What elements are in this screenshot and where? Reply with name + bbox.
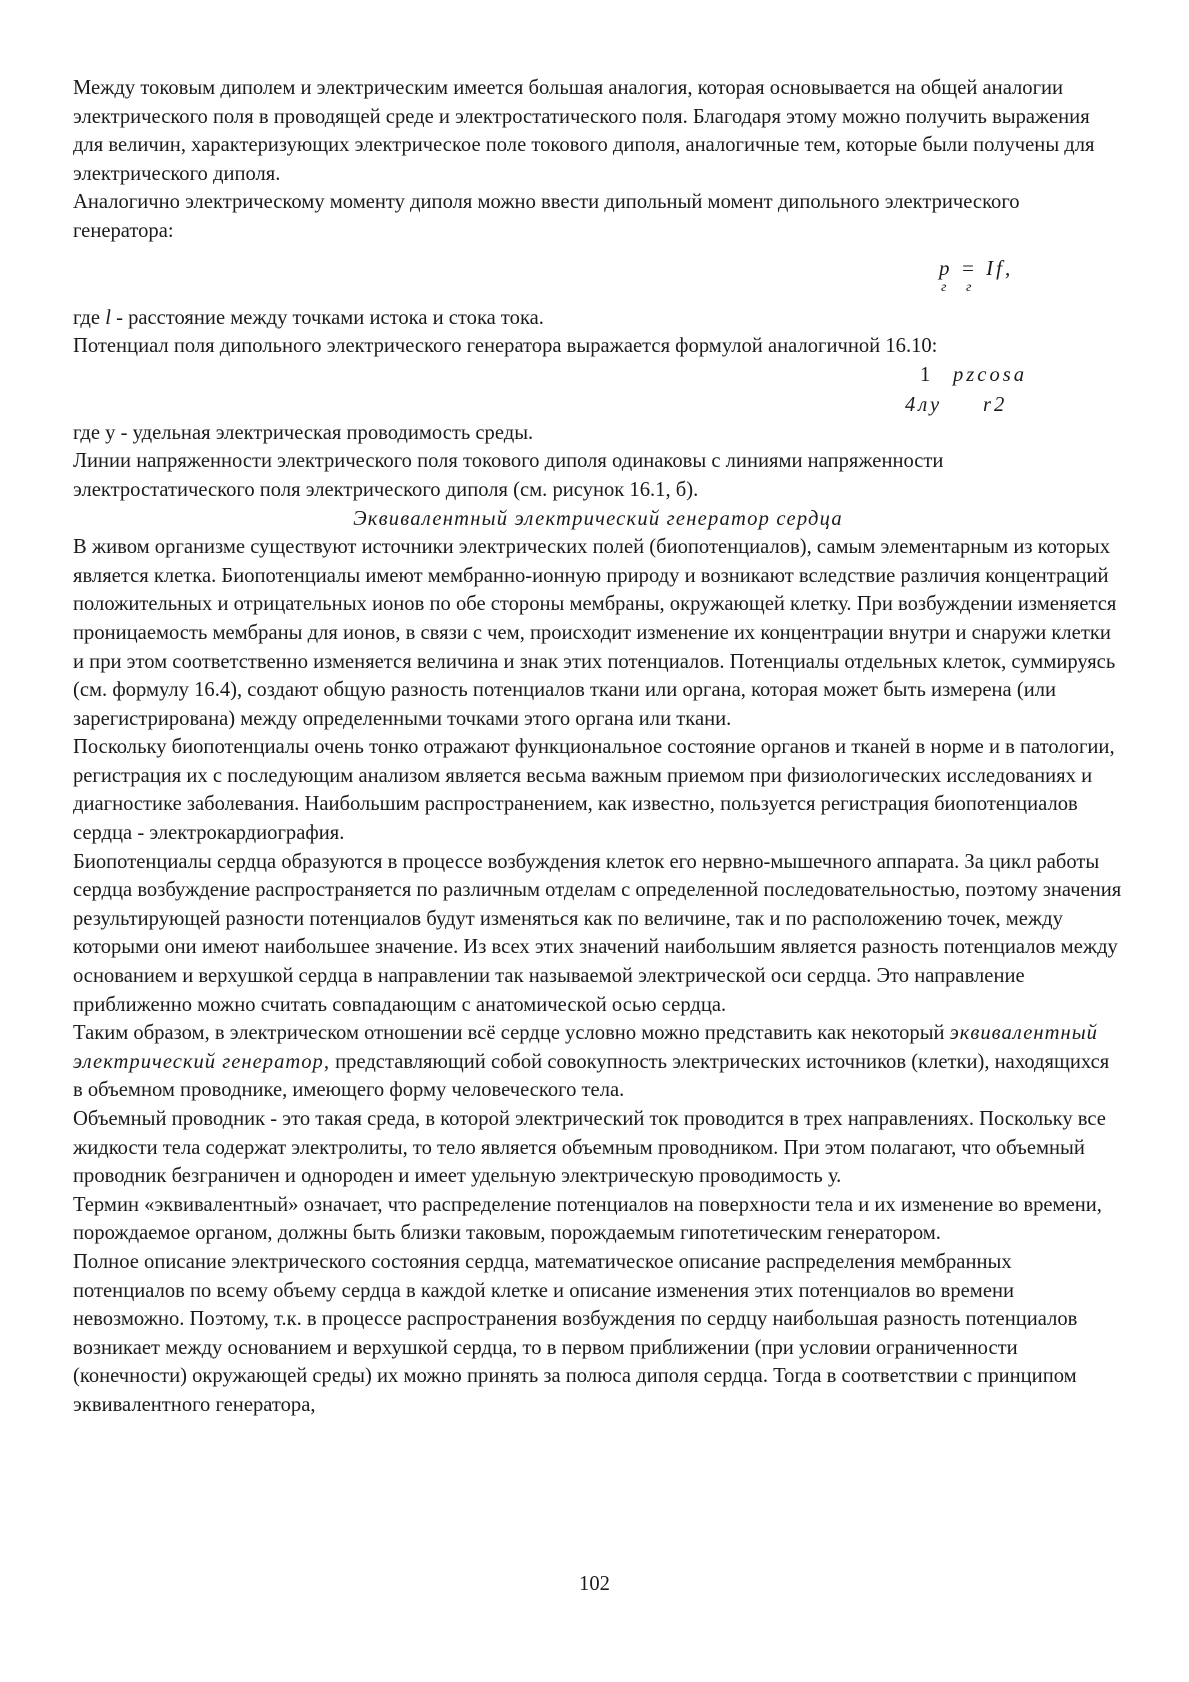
italic-term: эквивалентный электрический генератор, bbox=[73, 1022, 1098, 1073]
text-fragment: Таким образом, в электрическом отношении всё сердце условно можно представить как некоторый bbox=[73, 1022, 950, 1045]
paragraph-registration: Поскольку биопотенциалы очень тонко отражают функциональное состояние органов и тканей в норме и в патологии, регистрация их с последующим анализом является весьма важным приемом при физиологических исследованиях и диагностике заболевания. Наибольшим распространением, как известно, пользуется регистрация биопотенциалов сердца - электрокардиография. bbox=[73, 736, 1115, 845]
formula-dipole-moment-main: p = If, bbox=[939, 255, 1014, 280]
formula-potential bbox=[73, 361, 1123, 419]
paragraph-volume-conductor: Объемный проводник - это такая среда, в которой электрический ток проводится в трех направлениях. Поскольку все жидкости тела содержат электролиты, то тело является объемным проводником. При этом полагают, что объемный проводник безграничен и однороден и имеет удельную электрическую проводимость у. bbox=[73, 1108, 1106, 1188]
paragraph-term-equivalent: Термин «эквивалентный» означает, что распределение потенциалов на поверхности тела и их изменение во времени, порождаемое органом, должны быть близки таковым, порождаемым гипотетическим генератором. bbox=[73, 1193, 1102, 1245]
paragraph-heart-biopotentials: Биопотенциалы сердца образуются в процессе возбуждения клеток его нервно-мышечного аппарата. За цикл работы сердца возбуждение распространяется по различным отделам с определенной последовательностью, поэтому значения результирующей разности потенциалов будут изменяться как по величине, так и по расположению точек, между которыми они имеют наибольшее значение. Из всех этих значений наибольшим является разность потенциалов между основанием и верхушкой сердца в направлении так называемой электрической оси сердца. Это направление приближенно можно считать совпадающим с анатомической осью сердца. bbox=[73, 850, 1122, 1016]
formula-dipole-moment bbox=[73, 246, 1123, 304]
paragraph-potential-formula-intro: Потенциал поля дипольного электрического генератора выражается формулой аналогичной 16.10: bbox=[73, 335, 938, 358]
paragraph-full-description: Полное описание электрического состояния сердца, математическое описание распределения мембранных потенциалов по всему объему сердца в каждой клетке и описание изменения этих потенциалов во времени невозможно. Поэтому, т.к. в процессе распространения возбуждения по сердцу наибольшая разность потенциалов возникает между основанием и верхушкой сердца, то в первом приближении (при условии ограниченности (конечности) окружающей среды) их можно принять за полюса диполя сердца. Тогда в соответствии с принципом эквивалентного генератора, bbox=[73, 1250, 1078, 1416]
paragraph-conductivity: где у - удельная электрическая проводимость среды. bbox=[73, 421, 534, 444]
paragraph-dipole-moment: Аналогично электрическому моменту диполя можно ввести дипольный момент дипольного электрического генератора: bbox=[73, 191, 1020, 242]
paragraph-analogy: Между токовым диполем и электрическим имеется большая аналогия, которая основывается на общей аналогии электрического поля в проводящей среде и электростатического поля. Благодаря этому можно получить выражения для величин, характеризующих электрическое поле токового диполя, аналогичные тем, которые были получены для электрического диполя. bbox=[73, 77, 1095, 185]
paragraph-equivalent-generator bbox=[73, 1019, 1123, 1105]
variable-l: l bbox=[105, 306, 111, 329]
formula-potential-denominator: r2 bbox=[983, 393, 1008, 416]
text-fragment: где bbox=[73, 306, 106, 329]
text-fragment: представляющий собой совокупность электрических источников (клетки), находящихся в объемном проводнике, имеющего форму человеческого тела. bbox=[73, 1050, 1110, 1102]
section-heading: Эквивалентный электрический генератор сердца bbox=[353, 507, 843, 530]
paragraph-biopotentials-source: В живом организме существуют источники электрических полей (биопотенциалов), самым элементарным из которых является клетка. Биопотенциалы имеют мембранно-ионную природу и возникают вследствие различия концентраций положительных и отрицательных ионов по обе стороны мембраны, окружающей клетку. При возбуждении изменяется проницаемость мембраны для ионов, в связи с чем, происходит изменение их концентрации внутри и снаружи клетки и при этом соответственно изменяется величина и знак этих потенциалов. Потенциалы отдельных клеток, суммируясь (см. формулу 16.4), создают общую разность потенциалов ткани или органа, которая может быть измерена (или зарегистрирована) между определенными точками этого органа или ткани. bbox=[73, 536, 1117, 730]
document-page bbox=[73, 74, 1123, 1420]
text-fragment: - расстояние между точками истока и стока тока. bbox=[110, 306, 544, 329]
page-number: 102 bbox=[579, 1573, 610, 1595]
formula-potential-denominator-coefficient: 4лу bbox=[905, 393, 943, 416]
formula-potential-numerator: pzcosa bbox=[953, 363, 1028, 386]
formula-potential-numerator-coefficient: 1 bbox=[920, 363, 934, 386]
formula-dipole-moment-subscript: г г bbox=[941, 279, 980, 295]
paragraph-distance-definition bbox=[73, 304, 1123, 333]
paragraph-field-lines: Линии напряженности электрического поля токового диполя одинаковы с линиями напряженности электростатического поля электрического диполя (см. рисунок 16.1, б). bbox=[73, 450, 944, 501]
